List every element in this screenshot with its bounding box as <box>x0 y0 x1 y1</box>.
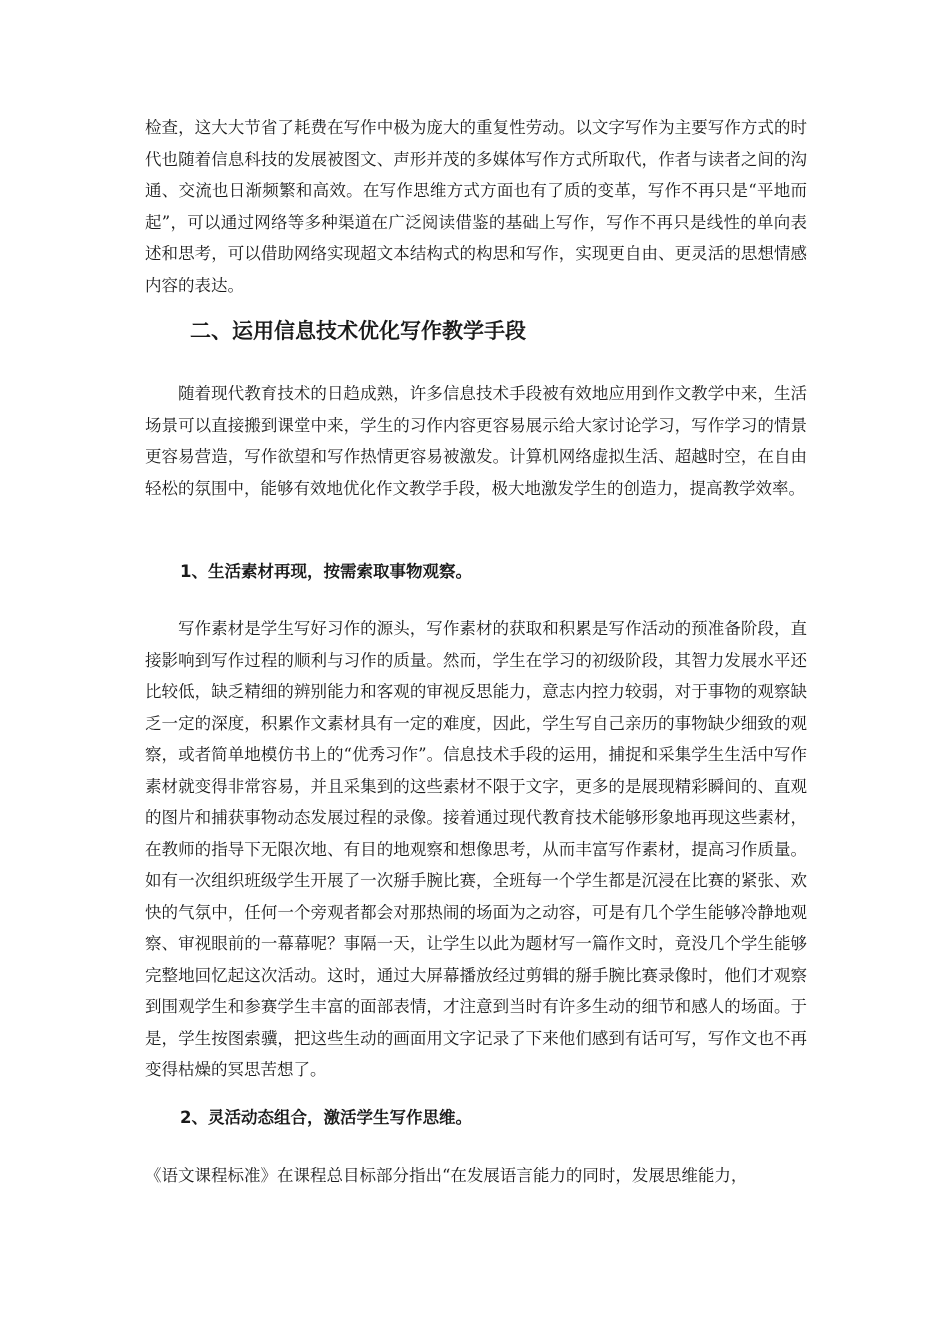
subsection-2-paragraph: 《语文课程标准》在课程总目标部分指出“在发展语言能力的同时，发展思维能力， <box>145 1166 748 1185</box>
subsection-heading-2: 2、灵活动态组合，激活学生写作思维。 <box>180 1108 472 1127</box>
section-2-paragraph: 随着现代教育技术的日趋成熟，许多信息技术手段被有效地应用到作文教学中来，生活场景可以直接搬到课堂中来，学生的习作内容更容易展示给大家讨论学习，写作学习的情景更容易营造，写作欲望和写作热情更容易被激发。计算机网络虚拟生活、超越时空，在自由轻松的氛围中，能够有效地优化作文教学手段，极大地激发学生的创造力，提高教学效率。 <box>145 384 807 498</box>
subsection-heading-1: 1、生活素材再现，按需索取事物观察。 <box>180 562 472 581</box>
section-heading-2: 二、运用信息技术优化写作教学手段 <box>190 319 526 343</box>
intro-paragraph: 检查，这大大节省了耗费在写作中极为庞大的重复性劳动。以文字写作为主要写作方式的时代也随着信息科技的发展被图文、声形并茂的多媒体写作方式所取代，作者与读者之间的沟通、交流也日渐频繁和高效。在写作思维方式方面也有了质的变革，写作不再只是“平地而起”，可以通过网络等多种渠道在广泛阅读借鉴的基础上写作，写作不再只是线性的单向表述和思考，可以借助网络实现超文本结构式的构思和写作，实现更自由、更灵活的思想情感内容的表达。 <box>145 118 807 295</box>
subsection-1-paragraph: 写作素材是学生写好习作的源头，写作素材的获取和积累是写作活动的预准备阶段，直接影响到写作过程的顺利与习作的质量。然而，学生在学习的初级阶段，其智力发展水平还比较低，缺乏精细的辨别能力和客观的审视反思能力，意志内控力较弱，对于事物的观察缺乏一定的深度，积累作文素材具有一定的难度，因此，学生写自己亲历的事物缺少细致的观察，或者简单地模仿书上的“优秀习作”。信息技术手段的运用，捕捉和采集学生生活中写作素材就变得非常容易，并且采集到的这些素材不限于文字，更多的是展现精彩瞬间的、直观的图片和捕获事物动态发展过程的录像。接着通过现代教育技术能够形象地再现这些素材，在教师的指导下无限次地、有目的地观察和想像思考，从而丰富写作素材，提高习作质量。如有一次组织班级学生开展了一次掰手腕比赛，全班每一个学生都是沉浸在比赛的紧张、欢快的气氛中，任何一个旁观者都会对那热闹的场面为之动容，可是有几个学生能够冷静地观察、审视眼前的一幕幕呢？事隔一天，让学生以此为题材写一篇作文时，竟没几个学生能够完整地回忆起这次活动。这时，通过大屏幕播放经过剪辑的掰手腕比赛录像时，他们才观察到围观学生和参赛学生丰富的面部表情，才注意到当时有许多生动的细节和感人的场面。于是，学生按图索骥，把这些生动的画面用文字记录了下来他们感到有话可写，写作文也不再变得枯燥的冥思苦想了。 <box>145 619 807 1079</box>
